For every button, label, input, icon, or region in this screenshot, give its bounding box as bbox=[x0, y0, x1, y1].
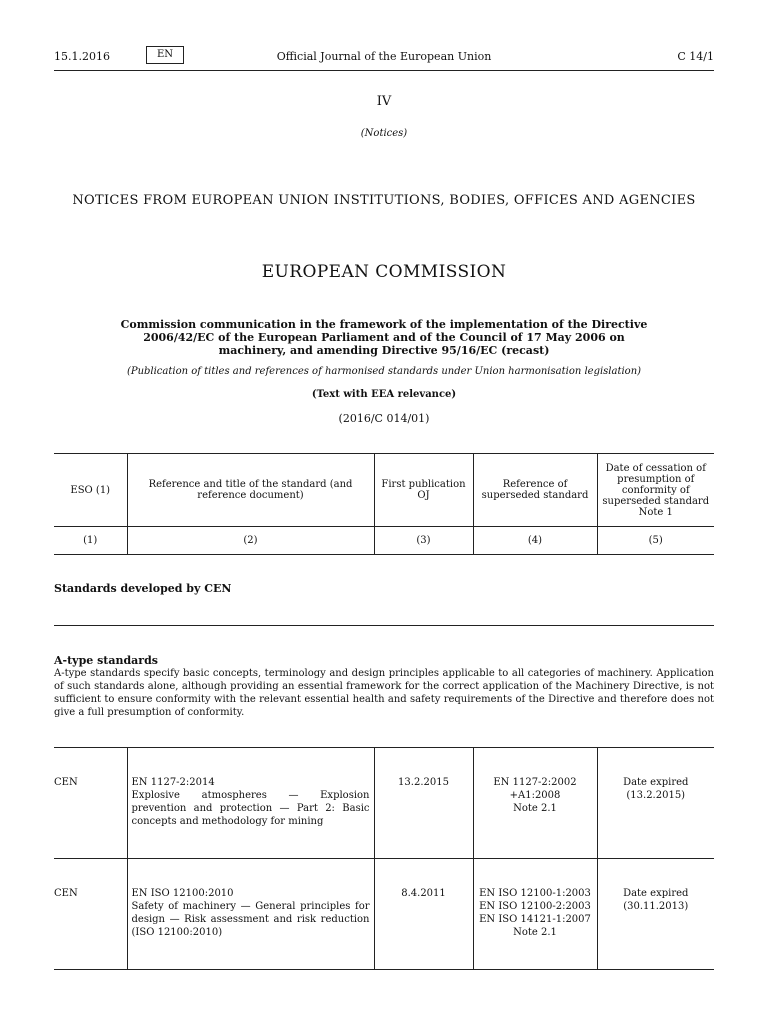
superseded-note: Note 2.1 bbox=[513, 803, 557, 814]
column-title-row bbox=[54, 454, 714, 527]
cessation-date: (13.2.2015) bbox=[626, 790, 686, 801]
cessation-status: Date expired bbox=[623, 777, 689, 788]
superseded-reference: EN 1127-2:2002 bbox=[493, 777, 577, 788]
a-type-description: A-type standards specify basic concepts, terminology and design principles applicable to all categories of machinery. Application of such standards alone, although providing an essential framework for the correct application of the Machinery Directive, is not sufficient to ensure conformity with the relevant essential health and safety requirements of the Directive and therefore does not give a full presumption of conformity. bbox=[54, 668, 714, 718]
column-header-first-publication: First publication OJ bbox=[374, 454, 473, 527]
superseded-cell bbox=[473, 859, 597, 970]
eea-relevance: (Text with EEA relevance) bbox=[311, 389, 457, 400]
standard-reference: EN 1127-2:2014 bbox=[131, 777, 215, 788]
notices-label: (Notices) bbox=[360, 128, 408, 139]
table-row bbox=[54, 748, 714, 859]
journal-title: Official Journal of the European Union bbox=[276, 50, 492, 63]
standard-title: Safety of machinery — General principles for design — Risk assessment and risk reduction (ISO 12100:2010) bbox=[131, 901, 370, 938]
superseded-reference: EN ISO 12100-1:2003 bbox=[479, 888, 591, 899]
column-header-superseded: Reference of superseded standard bbox=[473, 454, 597, 527]
a-type-title: A-type standards bbox=[54, 654, 158, 667]
standard-cell bbox=[127, 859, 374, 970]
language-badge: EN bbox=[146, 46, 184, 64]
eso-cell: CEN bbox=[54, 888, 78, 899]
standard-cell bbox=[127, 748, 374, 859]
column-number: (1) bbox=[83, 535, 98, 546]
superseded-reference: +A1:2008 bbox=[509, 790, 561, 801]
standard-reference: EN ISO 12100:2010 bbox=[131, 888, 234, 899]
column-number: (5) bbox=[597, 527, 714, 555]
issue-date: 15.1.2016 bbox=[54, 50, 110, 63]
first-publication-cell: 13.2.2015 bbox=[374, 748, 473, 859]
table-row bbox=[54, 859, 714, 970]
column-number-row bbox=[54, 527, 714, 555]
column-number: (4) bbox=[473, 527, 597, 555]
column-header-reference: Reference and title of the standard (and reference document) bbox=[127, 454, 374, 527]
column-number: (3) bbox=[374, 527, 473, 555]
standards-heading: Standards developed by CEN bbox=[54, 582, 232, 595]
superseded-reference: EN ISO 12100-2:2003 bbox=[479, 901, 591, 912]
cessation-cell bbox=[597, 748, 714, 859]
section-number: IV bbox=[376, 94, 392, 109]
superseded-cell bbox=[473, 748, 597, 859]
column-header-cessation: Date of cessation of presumption of conformity of superseded standard Note 1 bbox=[597, 454, 714, 527]
standard-title: Explosive atmospheres — Explosion prevention and protection — Part 2: Basic concepts and methodology for mining bbox=[131, 790, 370, 827]
first-publication-cell: 8.4.2011 bbox=[374, 859, 473, 970]
institution-heading: EUROPEAN COMMISSION bbox=[261, 262, 507, 282]
cessation-status: Date expired bbox=[623, 888, 689, 899]
section-divider bbox=[54, 625, 714, 626]
column-number: (2) bbox=[127, 527, 374, 555]
standards-column-header bbox=[54, 453, 714, 555]
journal-header bbox=[54, 50, 714, 64]
header-divider bbox=[54, 70, 714, 71]
communication-title: Commission communication in the framework of the implementation of the Directive 2006/42/EC of the European Parliament and of the Council of 17 May 2006 on machinery, and amending Directive 95/16/EC (recast) bbox=[120, 318, 648, 357]
standards-table bbox=[54, 747, 714, 970]
cessation-cell bbox=[597, 859, 714, 970]
document-reference: (2016/C 014/01) bbox=[338, 412, 430, 425]
cessation-date: (30.11.2013) bbox=[623, 901, 689, 912]
eso-cell: CEN bbox=[54, 777, 78, 788]
page-reference: C 14/1 bbox=[677, 50, 714, 63]
notices-heading: NOTICES FROM EUROPEAN UNION INSTITUTIONS, BODIES, OFFICES AND AGENCIES bbox=[72, 193, 696, 208]
column-header-eso: ESO (1) bbox=[54, 454, 127, 527]
superseded-note: Note 2.1 bbox=[513, 927, 557, 938]
publication-note: (Publication of titles and references of harmonised standards under Union harmonisation legislation) bbox=[126, 366, 642, 377]
superseded-reference: EN ISO 14121-1:2007 bbox=[479, 914, 591, 925]
